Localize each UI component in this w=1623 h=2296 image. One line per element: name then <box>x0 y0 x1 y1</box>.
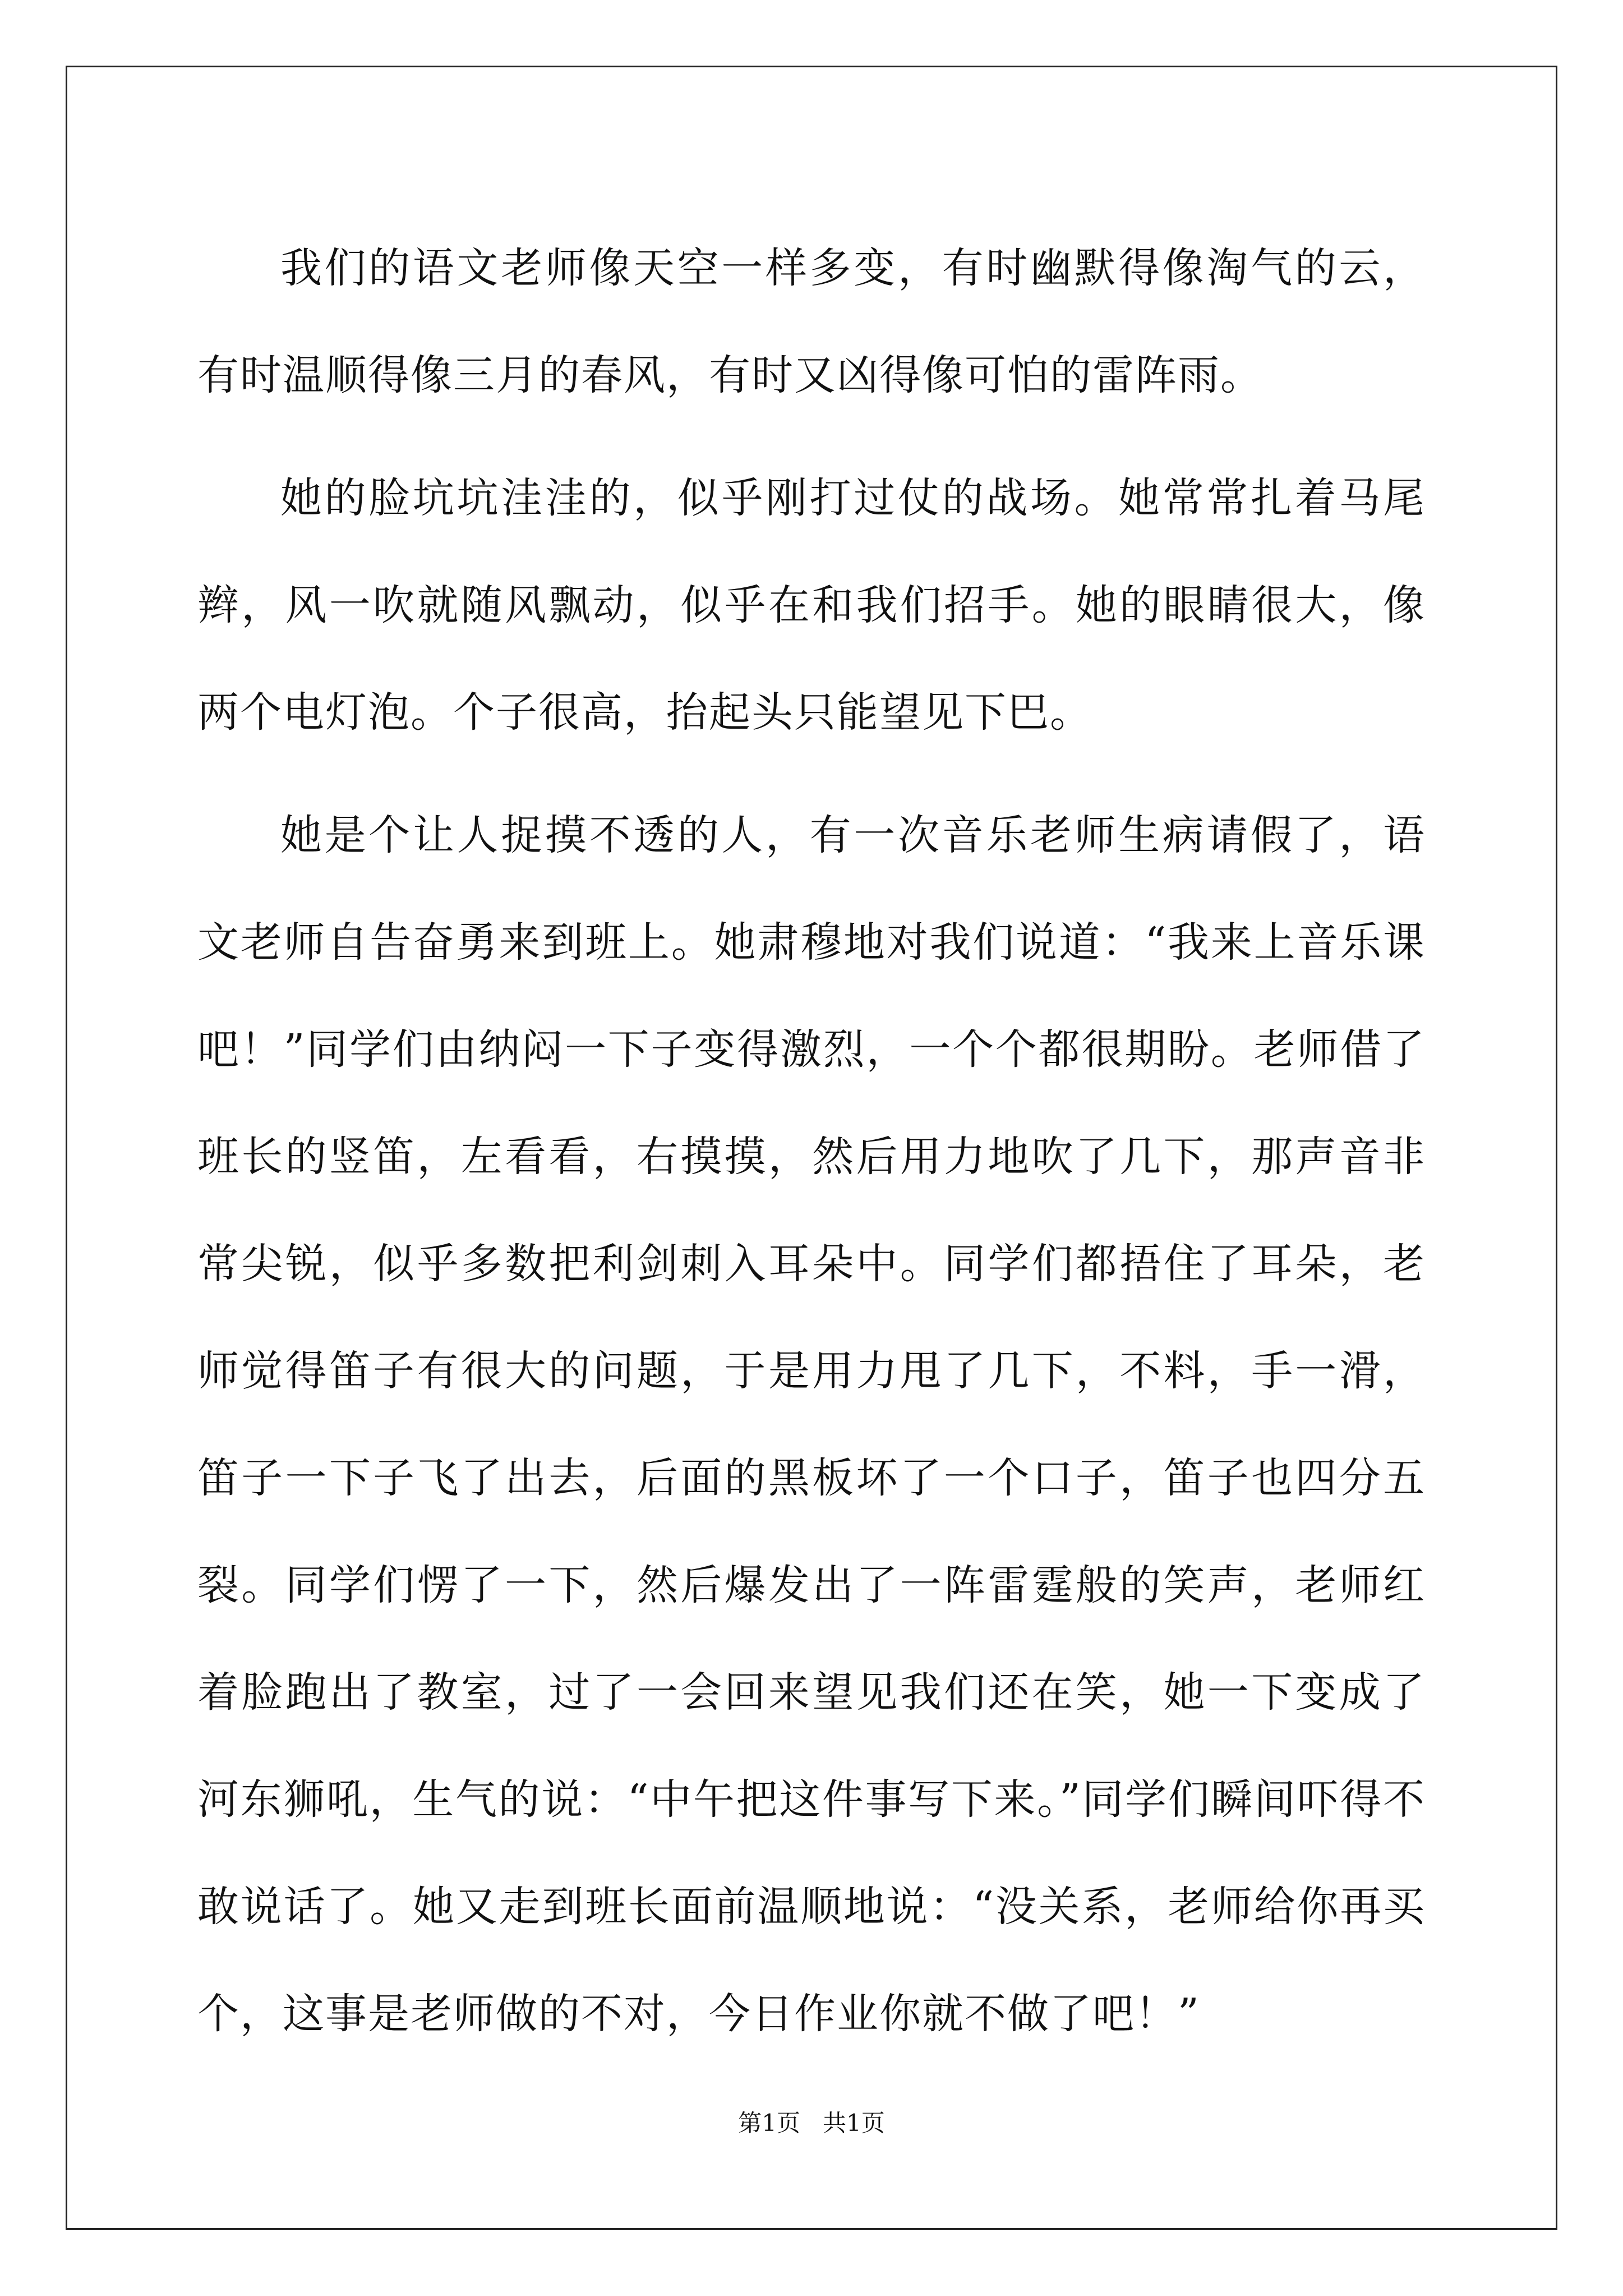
page-number: 第1页 <box>738 2109 800 2137</box>
document-body <box>197 215 1426 2068</box>
page-total: 共1页 <box>823 2109 885 2137</box>
paragraph-3: 她是个让人捉摸不透的人，有一次音乐老师生病请假了，语文老师自告奋勇来到班上。她肃穆地对我们说道：“我来上音乐课吧！”同学们由纳闷一下子变得激烈，一个个都很期盼。老师借了班长的竖笛，左看看，右摸摸，然后用力地吹了几下，那声音非常尖锐，似乎多数把利剑刺入耳朵中。同学们都捂住了耳朵，老师觉得笛子有很大的问题，于是用力甩了几下，不料，手一滑，笛子一下子飞了出去，后面的黑板坏了一个口子，笛子也四分五裂。同学们愣了一下，然后爆发出了一阵雷霆般的笑声，老师红着脸跑出了教室，过了一会回来望见我们还在笑，她一下变成了河东狮吼，生气的说：“中午把这件事写下来。”同学们瞬间吓得不敢说话了。她又走到班长面前温顺地说：“没关系，老师给你再买个，这事是老师做的不对，今日作业你就不做了吧！” <box>197 811 1426 2038</box>
paragraph-1: 我们的语文老师像天空一样多变，有时幽默得像淘气的云，有时温顺得像三月的春风，有时又凶得像可怕的雷阵雨。 <box>197 244 1426 399</box>
paragraph-2: 她的脸坑坑洼洼的，似乎刚打过仗的战场。她常常扎着马尾辫，风一吹就随风飘动，似乎在和我们招手。她的眼睛很大，像两个电灯泡。个子很高，抬起头只能望见下巴。 <box>197 474 1426 737</box>
page-footer <box>0 2106 1623 2140</box>
